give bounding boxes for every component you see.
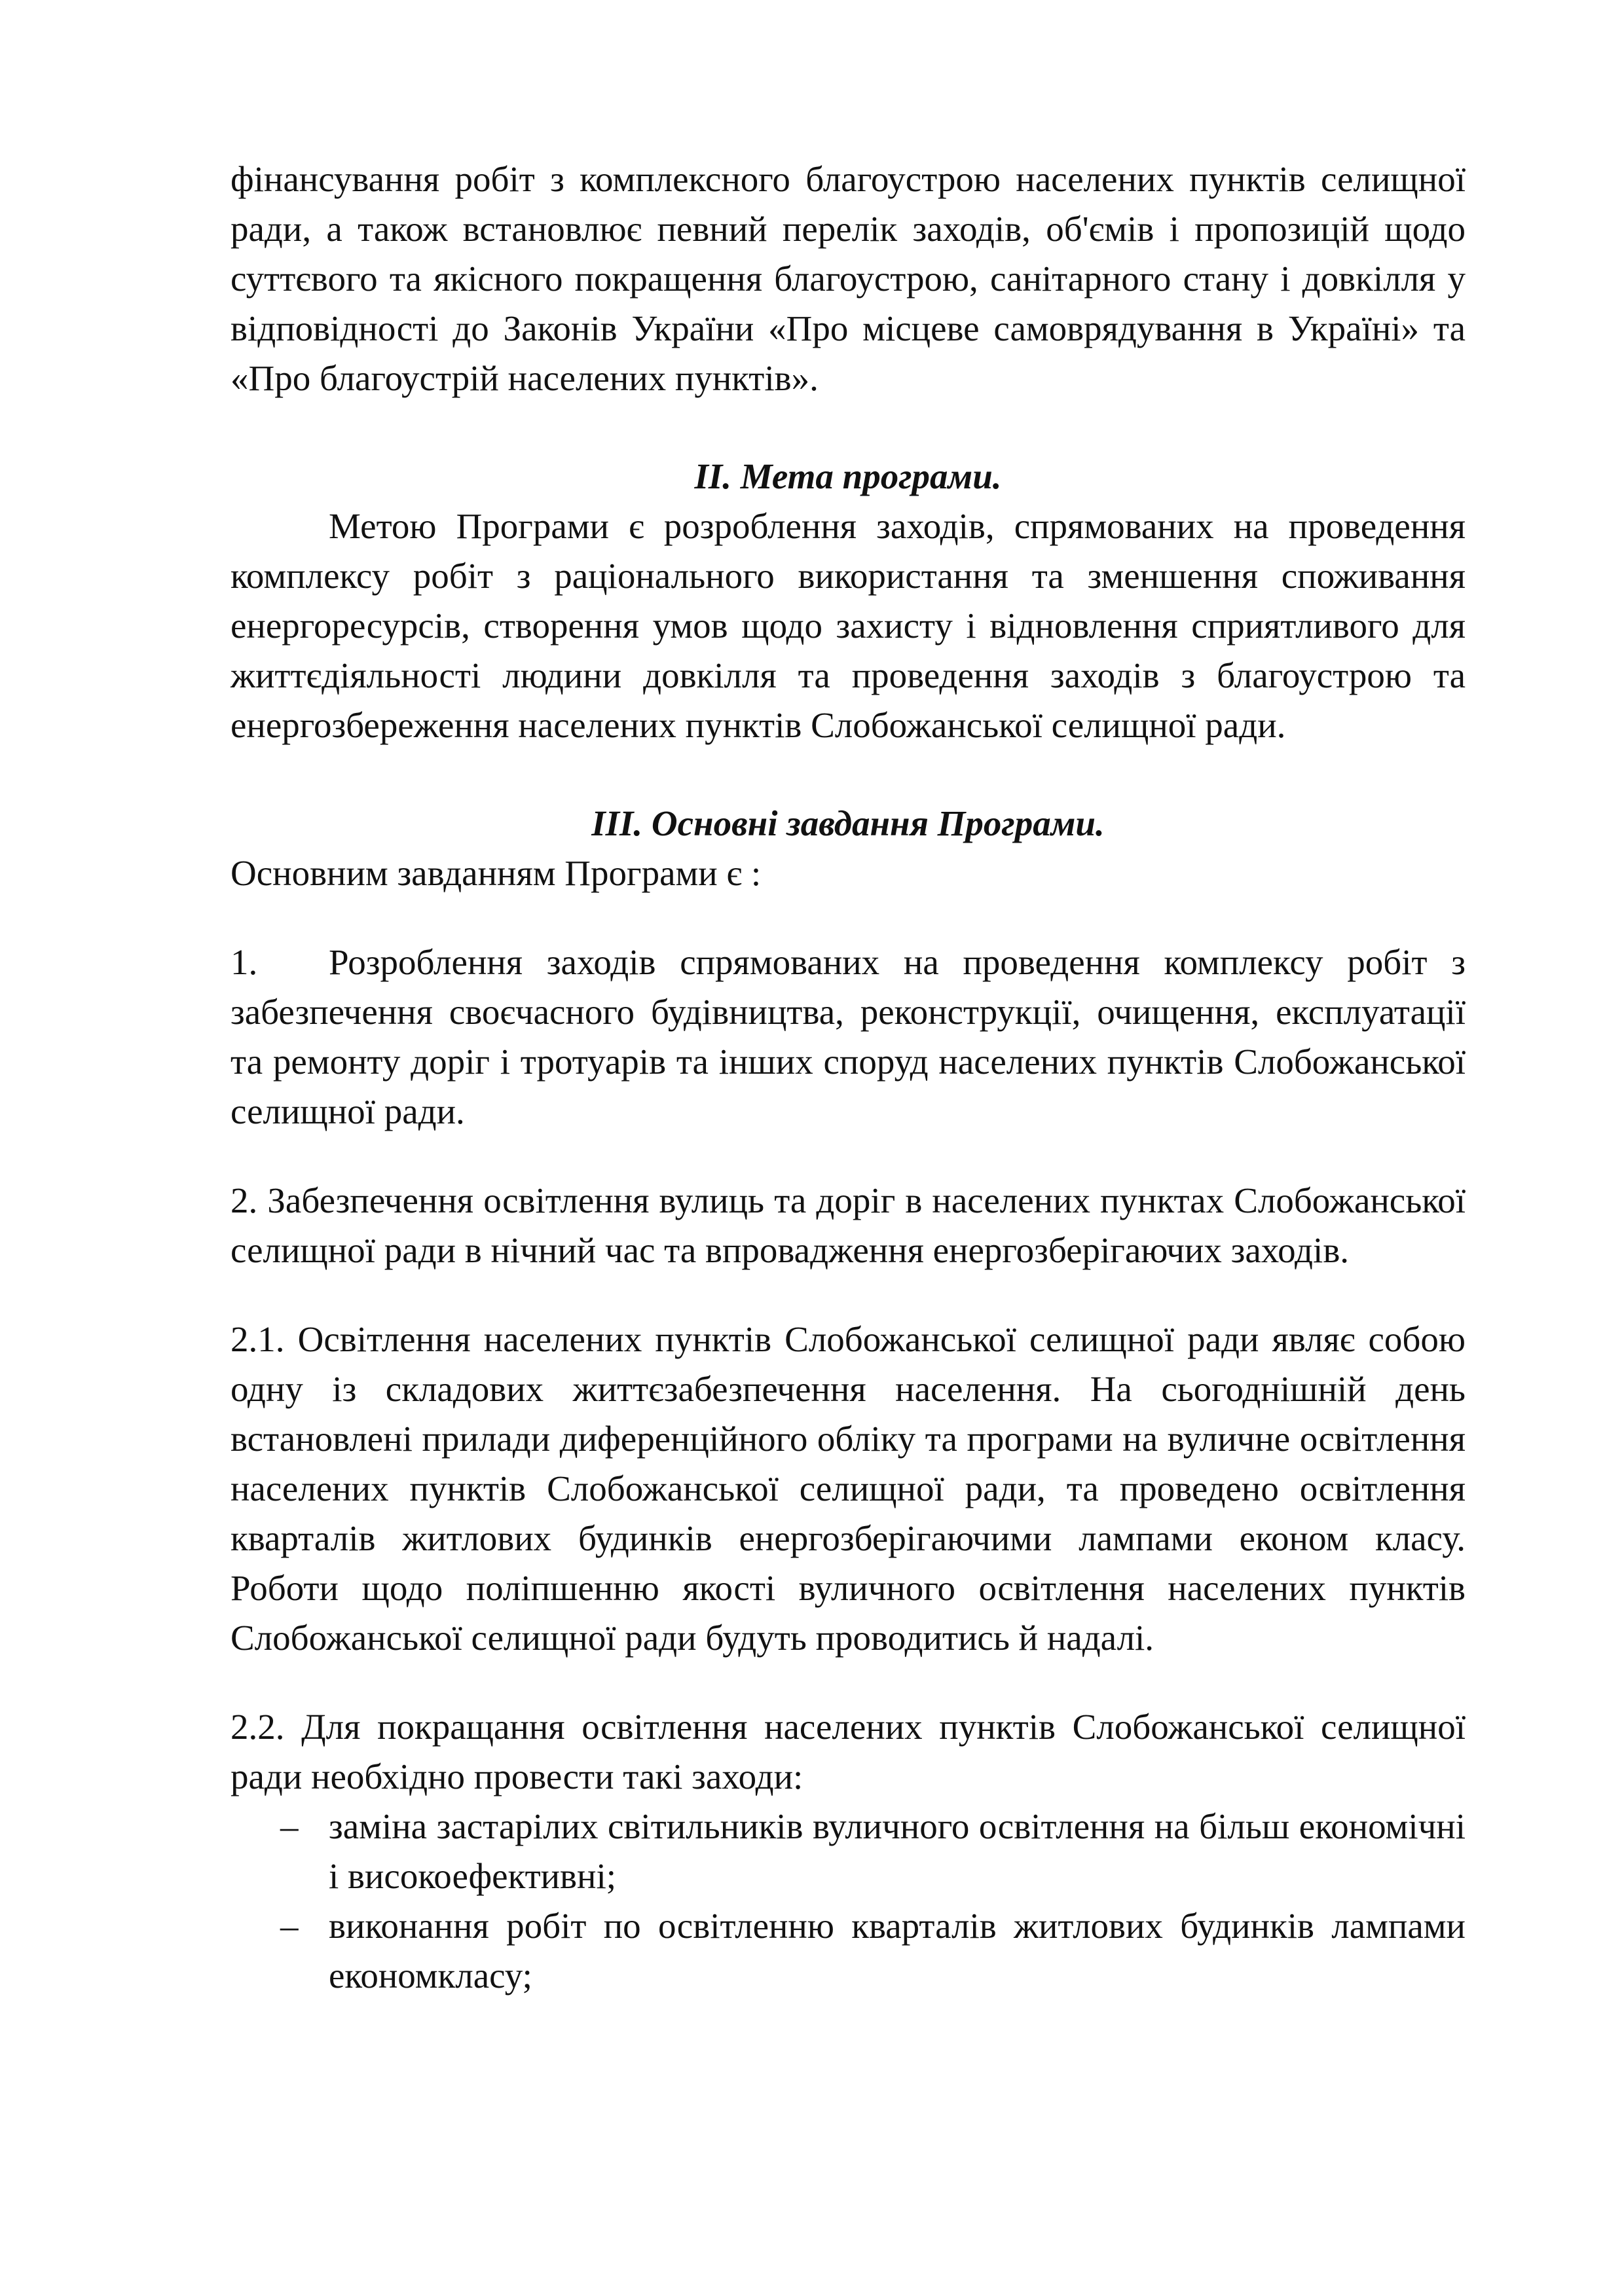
dash-bullet-icon: – [280, 1806, 299, 1846]
list-item [231, 1901, 1466, 2001]
document-page [231, 155, 1466, 2001]
spacer [231, 898, 1466, 938]
spacer [231, 750, 1466, 799]
task-item-2-1: 2.1. Освітлення населених пунктів Слобожанської селищної ради являє собою одну із складових життєзабезпечення населення. На сьогоднішній день встановлені прилади диференційного обліку та програми на вуличне освітлення населених пунктів Слобожанської селищної ради, та проведено освітлення кварталів житлових будинків енергозберігаючими лампами економ класу. Роботи щодо поліпшенню якості вуличного освітлення населених пунктів Слобожанської селищної ради будуть проводитись й надалі. [231, 1319, 1466, 1658]
spacer [231, 1137, 1466, 1176]
task-item-1-number: 1. [231, 942, 258, 982]
section-3-lead: Основним завданням Програми є : [231, 853, 762, 893]
intro-paragraph: фінансування робіт з комплексного благоустрою населених пунктів селищної ради, а також встановлює певний перелік заходів, об'ємів і пропозицій щодо суттєвого та якісного покращення благоустрою, санітарного стану і довкілля у відповідності до Законів України «Про місцеве самоврядування в Україні» та «Про благоустрій населених пунктів». [231, 159, 1466, 398]
list-item-text: заміна застарілих світильників вуличного освітлення на більш економічні і високоефективні; [329, 1806, 1466, 1896]
section-2-paragraph: Метою Програми є розроблення заходів, спрямованих на проведення комплексу робіт з раціонального використання та зменшення споживання енергоресурсів, створення умов щодо захисту і відновлення сприятливого для життєдіяльності людини довкілля та проведення заходів з благоустрою та енергозбереження населених пунктів Слобожанської селищної ради. [231, 506, 1466, 745]
spacer [231, 1275, 1466, 1315]
spacer [231, 1663, 1466, 1702]
task-item-1 [231, 938, 1466, 1137]
task-item-1-text: Розроблення заходів спрямованих на проведення комплексу робіт з забезпечення своєчасного будівництва, реконструкції, очищення, експлуатації та ремонту доріг і тротуарів та інших споруд населених пунктів Слобожанської селищної ради. [231, 942, 1466, 1131]
measures-list [231, 1802, 1466, 2001]
list-item-text: виконання робіт по освітленню кварталів житлових будинків лампами економкласу; [329, 1906, 1466, 1995]
task-item-2-2: 2.2. Для покращання освітлення населених пунктів Слобожанської селищної ради необхідно провести такі заходи: [231, 1707, 1466, 1796]
section-3-title: III. Основні завдання Програми. [591, 803, 1105, 843]
spacer [231, 403, 1466, 452]
list-item [231, 1802, 1466, 1901]
section-2-title: II. Мета програми. [694, 456, 1002, 496]
task-item-2: 2. Забезпечення освітлення вулиць та доріг в населених пунктах Слобожанської селищної ради в нічний час та впровадження енергозберігаючих заходів. [231, 1180, 1466, 1270]
dash-bullet-icon: – [280, 1906, 299, 1946]
